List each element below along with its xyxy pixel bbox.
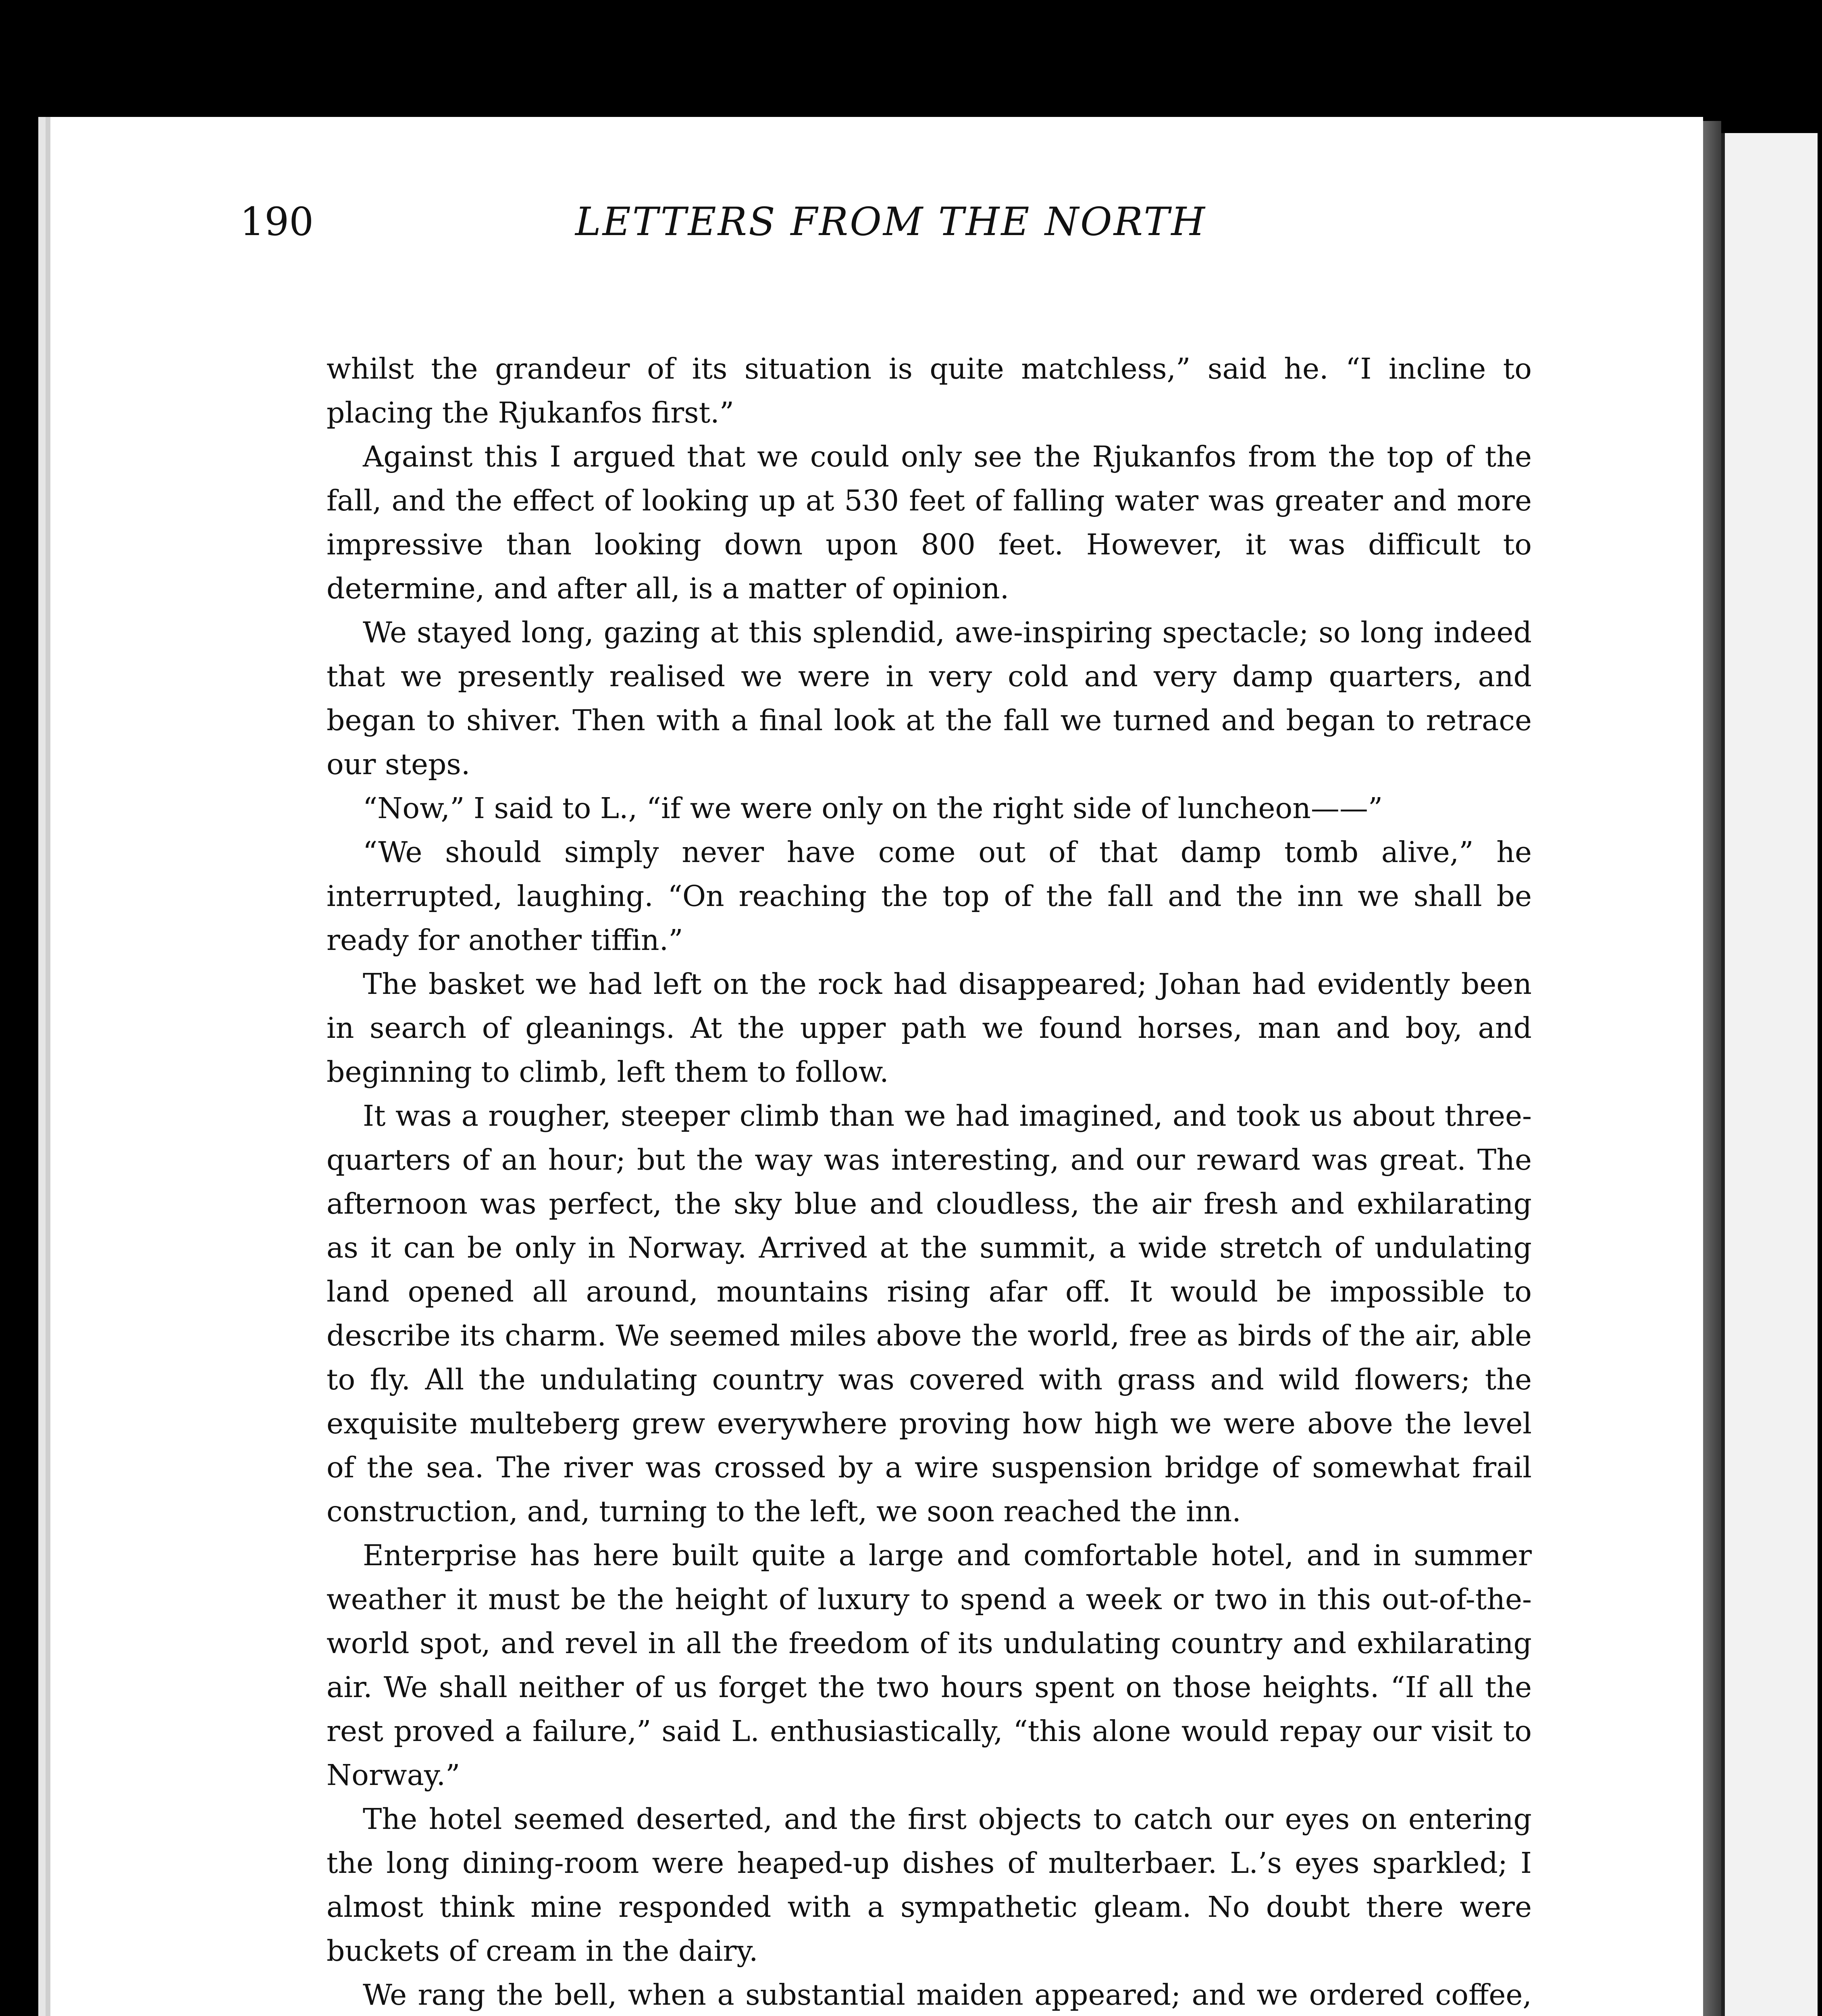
paragraph: Against this I argued that we could only see the Rjukanfos from the top of the fall, and the effect of looking up at 530 feet of falling water was greater and more impressive than looking down upon 800 feet. However, it was difficult to determine, and after all, is a matter of opinion. (327, 440, 1532, 605)
paragraph: It was a rougher, steeper climb than we had imagined, and took us about three-quarters of an hour; but the way was interesting, and our reward was great. The afternoon was perfect, the sky blue and cloudless, the air fresh and exhilarating as it can be only in Norway. Arrived at the summit, a wide stretch of undulating land opened all around, mountains rising afar off. It would be impossible to describe its charm. We seemed miles above the world, free as birds of the air, able to fly. All the undulating country was covered with grass and wild flowers; the exquisite multeberg grew everywhere proving how high we were above the level of the sea. The river was crossed by a wire suspension bridge of somewhat frail construction, and, turning to the left, we soon reached the inn. (327, 1099, 1532, 1528)
paragraph: We stayed long, gazing at this splendid, awe-inspiring spectacle; so long indeed that we presently realised we were in very cold and very damp quarters, and began to shiver. Then with a final look at the fall we turned and began to retrace our steps. (327, 616, 1532, 781)
paragraph: We rang the bell, when a substantial maiden appeared; and we ordered coffee, (363, 1978, 1532, 2012)
paragraph: whilst the grandeur of its situation is quite matchless,” said he. “I incline to placing the Rjukanfos first.” (327, 352, 1532, 429)
running-head (240, 190, 1542, 254)
paragraph: Enterprise has here built quite a large and comfortable hotel, and in summer weather it must be the height of luxury to spend a week or two in this out-of-the-world spot, and revel in all the freedom of its undulating country and exhilarating air. We shall neither of us forget the two hours spent on those heights. “If all the rest proved a failure,” said L. enthusiastically, “this alone would repay our visit to Norway.” (327, 1539, 1532, 1792)
paragraph: “Now,” I said to L., “if we were only on the right side of luncheon——” (363, 791, 1383, 825)
page-number: 190 (240, 199, 314, 244)
running-title: LETTERS FROM THE NORTH (575, 199, 1207, 244)
facing-page-edge (1719, 133, 1818, 2016)
paragraph: The basket we had left on the rock had disappeared; Johan had evidently been in search of gleanings. At the upper path we found horses, man and boy, and beginning to climb, left them to follow. (327, 967, 1532, 1089)
body-text (327, 347, 1532, 2016)
paragraph: The hotel seemed deserted, and the first objects to catch our eyes on entering the long dining-room were heaped-up dishes of multerbaer. L.’s eyes sparkled; I almost think mine responded with a sympathetic gleam. No doubt there were buckets of cream in the dairy. (327, 1802, 1532, 1968)
paragraph: “We should simply never have come out of that damp tomb alive,” he interrupted, laughing. “On reaching the top of the fall and the inn we shall be ready for another tiffin.” (327, 835, 1532, 957)
